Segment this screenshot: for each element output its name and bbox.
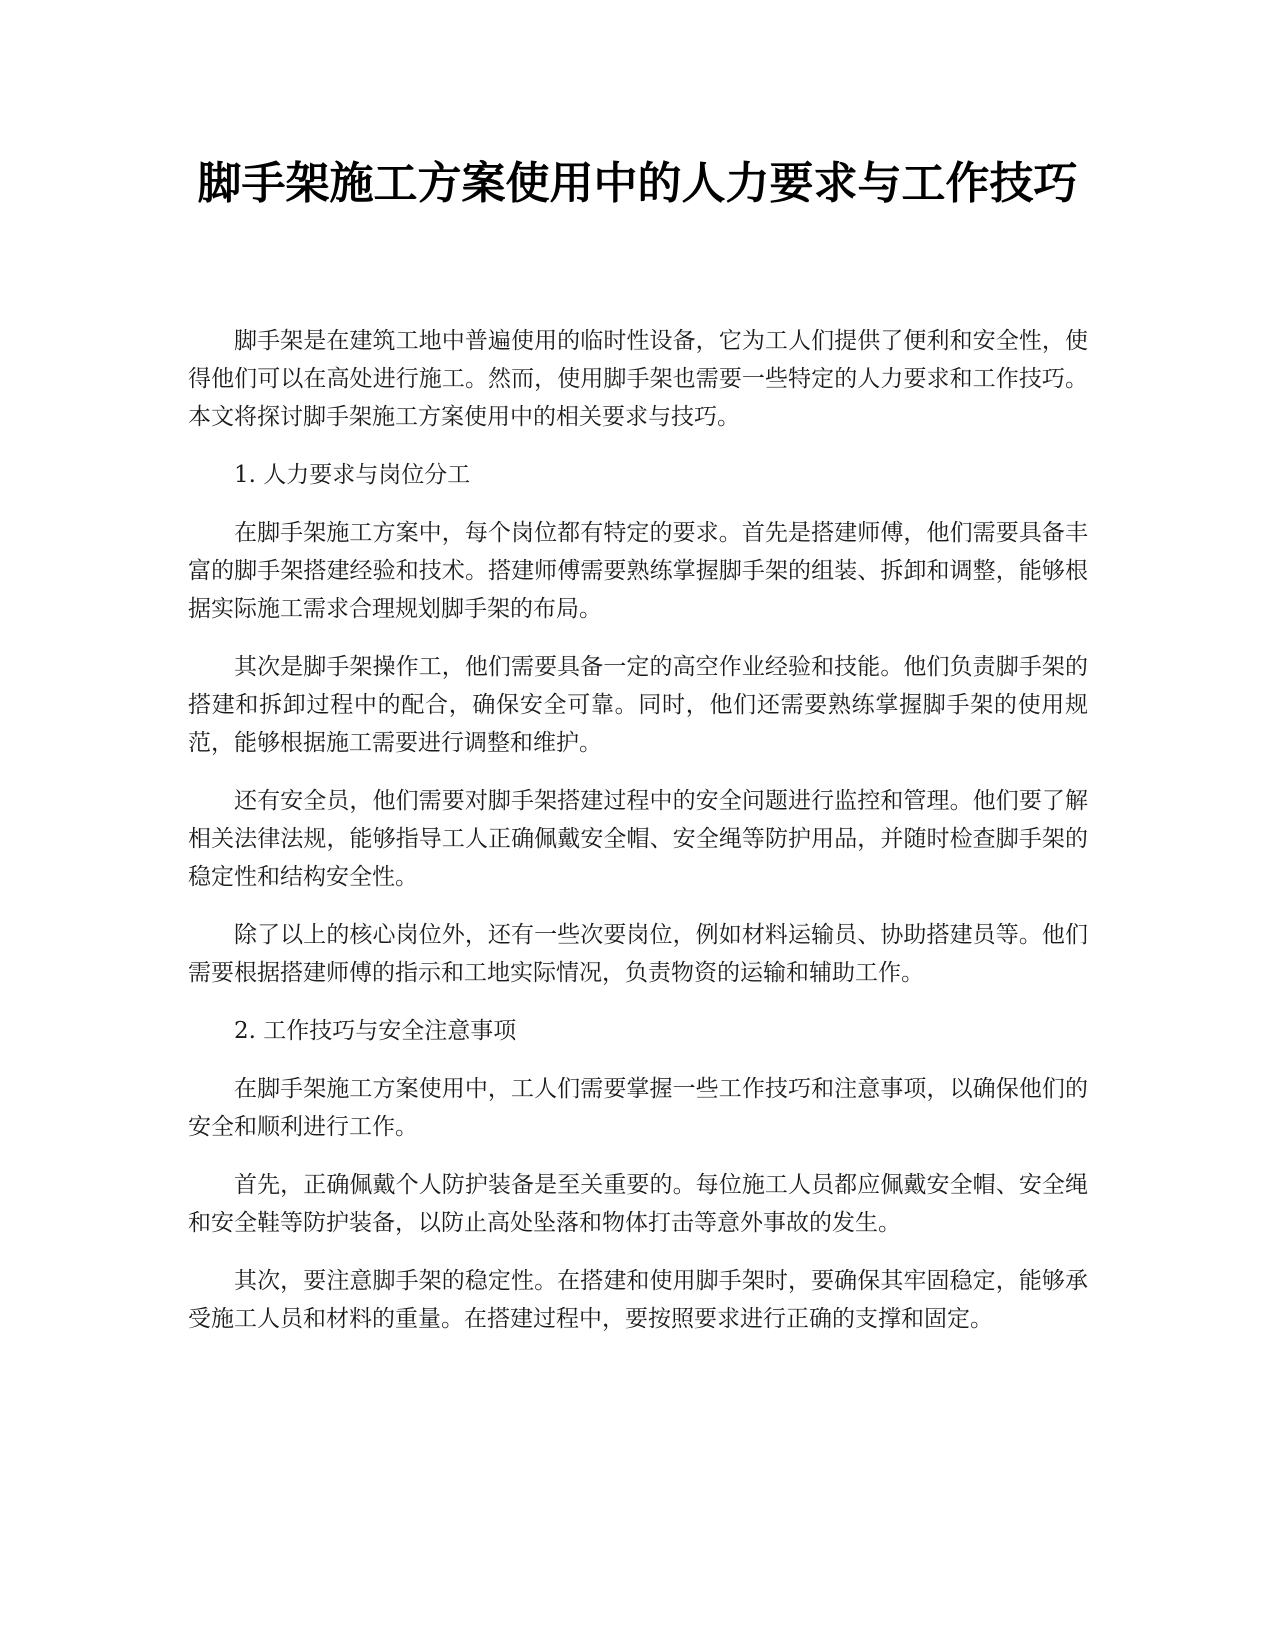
document-body xyxy=(188,322,1088,1358)
body-paragraph: 首先，正确佩戴个人防护装备是至关重要的。每位施工人员都应佩戴安全帽、安全绳和安全鞋等防护装备，以防止高处坠落和物体打击等意外事故的发生。 xyxy=(188,1172,1088,1236)
body-paragraph: 在脚手架施工方案中，每个岗位都有特定的要求。首先是搭建师傅，他们需要具备丰富的脚手架搭建经验和技术。搭建师傅需要熟练掌握脚手架的组装、拆卸和调整，能够根据实际施工需求合理规划脚手架的布局。 xyxy=(188,520,1088,622)
body-paragraph: 还有安全员，他们需要对脚手架搭建过程中的安全问题进行监控和管理。他们要了解相关法律法规，能够指导工人正确佩戴安全帽、安全绳等防护用品，并随时检查脚手架的稳定性和结构安全性。 xyxy=(188,788,1088,890)
section-heading-2: 2. 工作技巧与安全注意事项 xyxy=(234,1018,517,1044)
intro-paragraph: 脚手架是在建筑工地中普遍使用的临时性设备，它为工人们提供了便利和安全性，使得他们可以在高处进行施工。然而，使用脚手架也需要一些特定的人力要求和工作技巧。本文将探讨脚手架施工方案使用中的相关要求与技巧。 xyxy=(188,328,1088,430)
body-paragraph: 除了以上的核心岗位外，还有一些次要岗位，例如材料运输员、协助搭建员等。他们需要根据搭建师傅的指示和工地实际情况，负责物资的运输和辅助工作。 xyxy=(188,922,1088,986)
body-paragraph: 其次是脚手架操作工，他们需要具备一定的高空作业经验和技能。他们负责脚手架的搭建和拆卸过程中的配合，确保安全可靠。同时，他们还需要熟练掌握脚手架的使用规范，能够根据施工需要进行调整和维护。 xyxy=(188,654,1088,756)
body-paragraph: 其次，要注意脚手架的稳定性。在搭建和使用脚手架时，要确保其牢固稳定，能够承受施工人员和材料的重量。在搭建过程中，要按照要求进行正确的支撑和固定。 xyxy=(188,1268,1088,1332)
body-paragraph: 在脚手架施工方案使用中，工人们需要掌握一些工作技巧和注意事项，以确保他们的安全和顺利进行工作。 xyxy=(188,1076,1088,1140)
document-title: 脚手架施工方案使用中的人力要求与工作技巧 xyxy=(197,158,1078,209)
section-heading-1: 1. 人力要求与岗位分工 xyxy=(234,462,471,488)
